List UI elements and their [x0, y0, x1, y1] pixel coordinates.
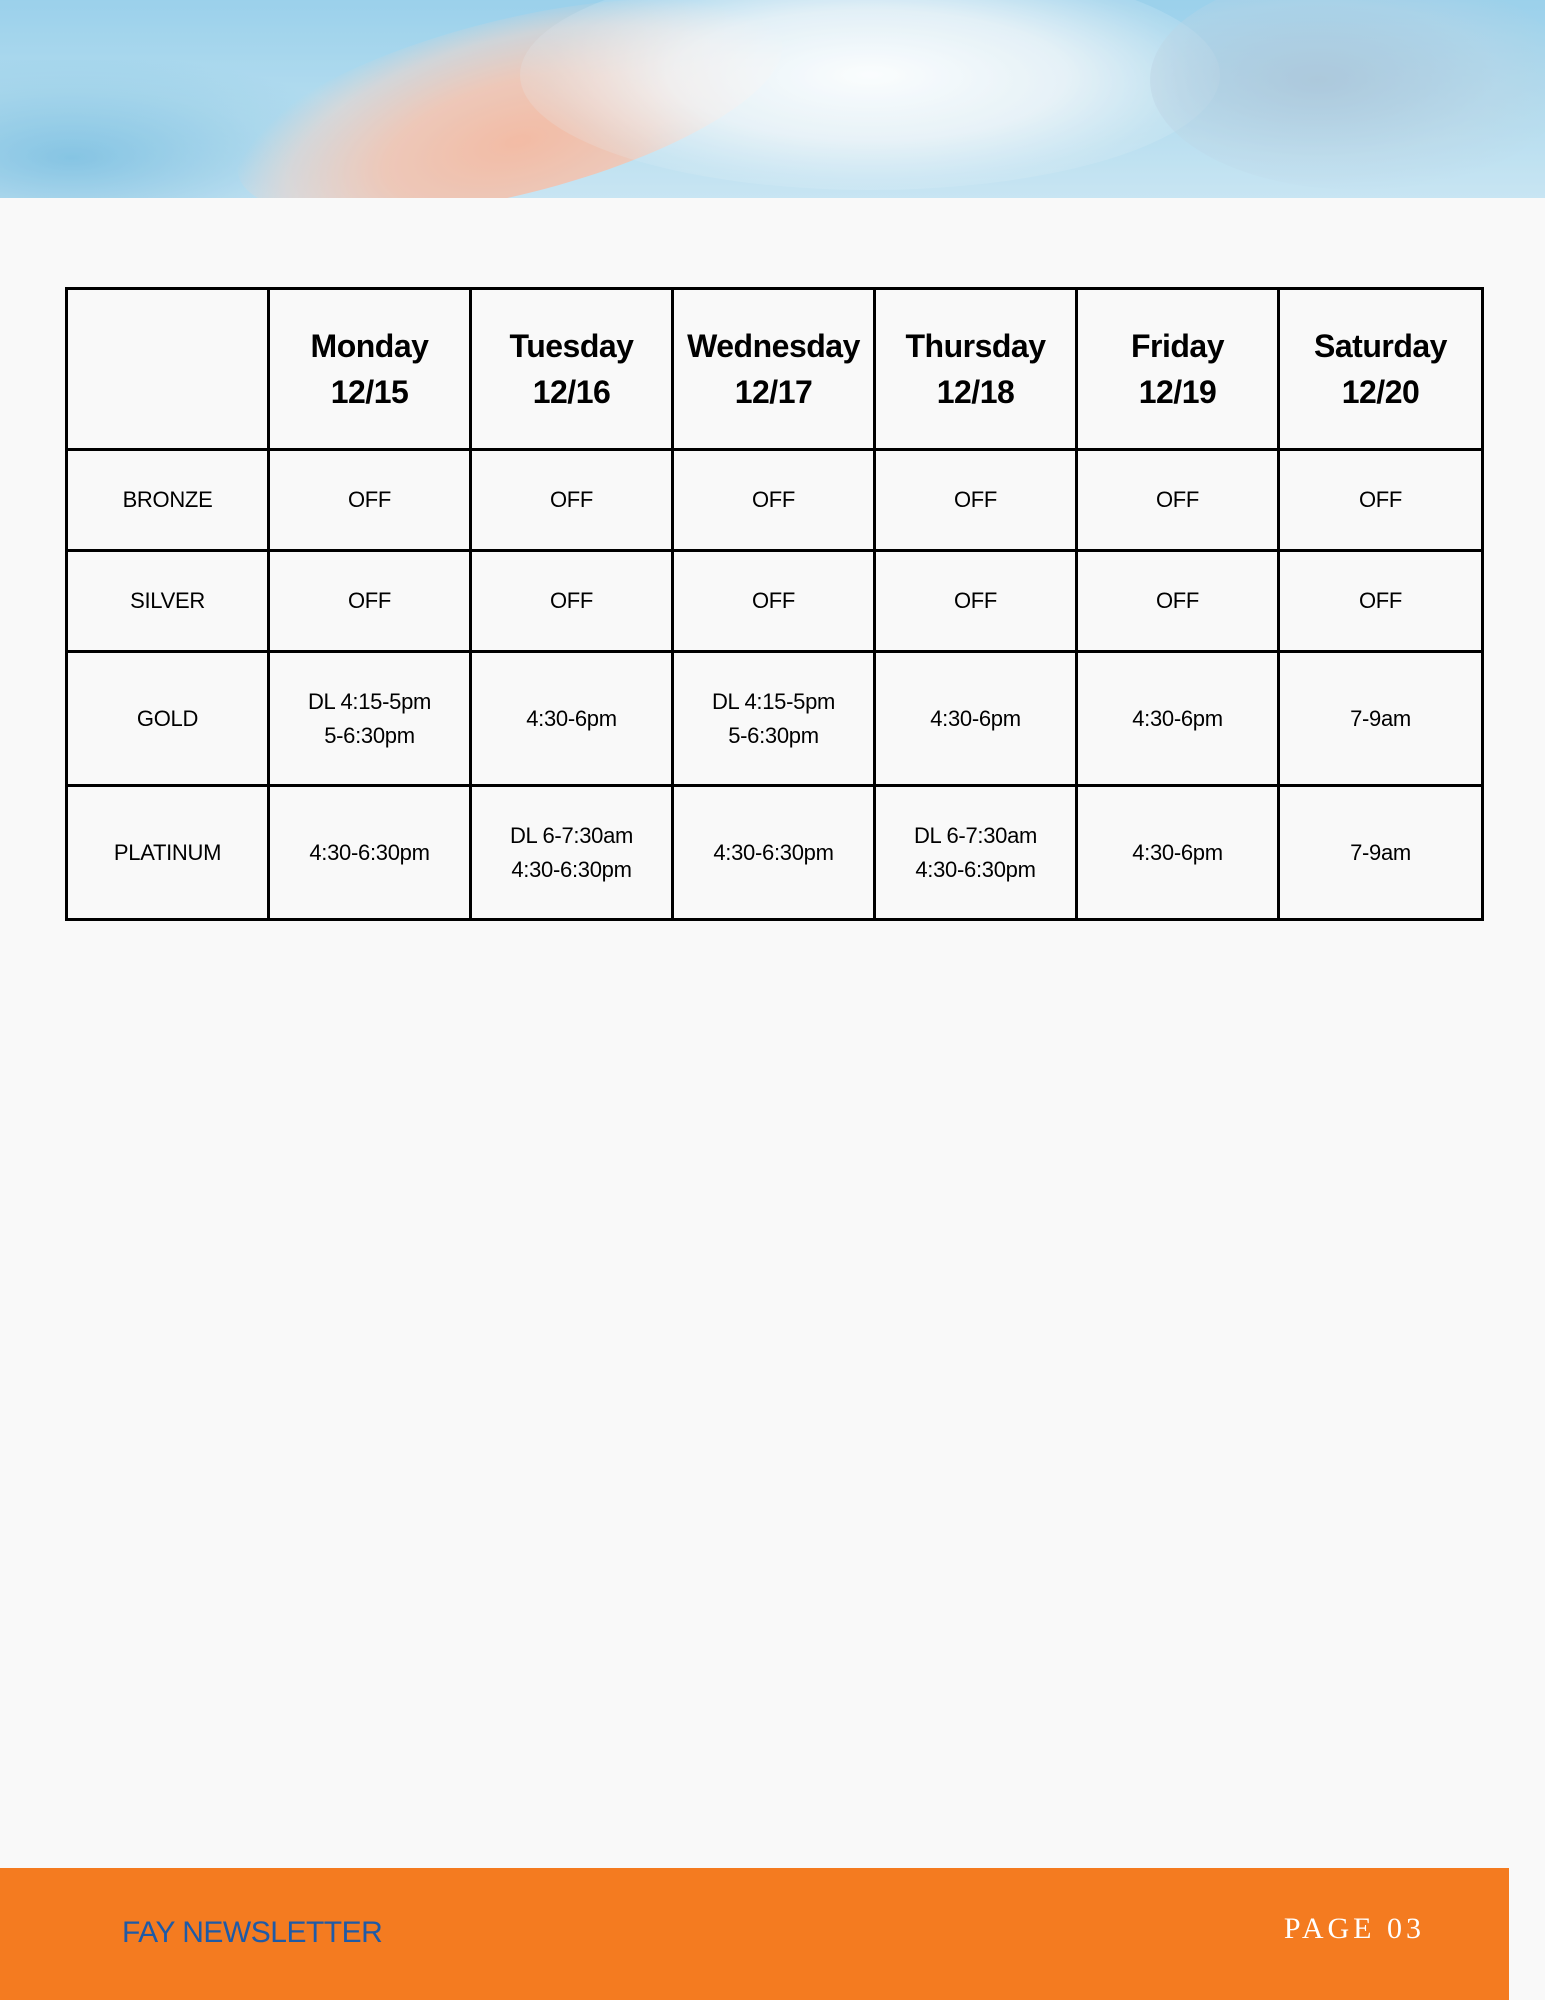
- day-header-wednesday: [673, 289, 875, 450]
- table-row-bronze: [67, 450, 1483, 551]
- header-photo: [0, 0, 1545, 198]
- schedule-cell: 7-9am: [1279, 652, 1483, 786]
- schedule-cell: 7-9am: [1279, 786, 1483, 920]
- session-time: 5-6:30pm: [728, 722, 819, 748]
- day-header-monday: [269, 289, 471, 450]
- photo-overlay: [0, 0, 1545, 198]
- session-time: 4:30-6:30pm: [511, 856, 632, 882]
- schedule-cell: 4:30-6pm: [1077, 786, 1279, 920]
- day-name: Wednesday: [687, 328, 860, 364]
- session-time: DL 4:15-5pm: [711, 688, 836, 714]
- session-time: DL 6-7:30am: [509, 822, 634, 848]
- schedule-cell: 4:30-6pm: [1077, 652, 1279, 786]
- day-name: Monday: [310, 328, 429, 364]
- day-header-friday: [1077, 289, 1279, 450]
- schedule-cell: OFF: [673, 551, 875, 652]
- schedule-cell: 4:30-6:30pm: [269, 786, 471, 920]
- schedule-cell: OFF: [1279, 551, 1483, 652]
- day-header-thursday: [875, 289, 1077, 450]
- session-time: DL 6-7:30am: [913, 822, 1038, 848]
- schedule-cell: [269, 652, 471, 786]
- session-time: 5-6:30pm: [324, 722, 415, 748]
- day-date: 12/16: [532, 374, 611, 410]
- day-name: Friday: [1130, 328, 1225, 364]
- schedule-cell: [471, 786, 673, 920]
- header-row: [67, 289, 1483, 450]
- day-header-tuesday: [471, 289, 673, 450]
- schedule-cell: OFF: [1279, 450, 1483, 551]
- table-row-silver: [67, 551, 1483, 652]
- schedule-cell: 4:30-6pm: [875, 652, 1077, 786]
- day-date: 12/17: [734, 374, 813, 410]
- schedule-cell: OFF: [1077, 551, 1279, 652]
- practice-schedule-table: [65, 287, 1484, 921]
- day-date: 12/20: [1341, 374, 1420, 410]
- footer-bar: [0, 1868, 1509, 2000]
- schedule-cell: OFF: [471, 551, 673, 652]
- day-header-saturday: [1279, 289, 1483, 450]
- group-label: GOLD: [67, 652, 269, 786]
- schedule-cell: OFF: [1077, 450, 1279, 551]
- schedule-cell: OFF: [875, 450, 1077, 551]
- day-date: 12/18: [936, 374, 1015, 410]
- group-label: SILVER: [67, 551, 269, 652]
- group-label: BRONZE: [67, 450, 269, 551]
- day-name: Thursday: [905, 328, 1046, 364]
- session-time: DL 4:15-5pm: [307, 688, 432, 714]
- schedule-cell: OFF: [673, 450, 875, 551]
- group-label: PLATINUM: [67, 786, 269, 920]
- session-time: 4:30-6:30pm: [915, 856, 1036, 882]
- table-row-gold: [67, 652, 1483, 786]
- schedule-cell: OFF: [875, 551, 1077, 652]
- schedule-cell: OFF: [471, 450, 673, 551]
- day-date: 12/19: [1138, 374, 1217, 410]
- schedule-cell: 4:30-6:30pm: [673, 786, 875, 920]
- schedule-cell: [875, 786, 1077, 920]
- table-row-platinum: [67, 786, 1483, 920]
- day-name: Tuesday: [509, 328, 634, 364]
- corner-cell: [67, 289, 269, 450]
- schedule-cell: 4:30-6pm: [471, 652, 673, 786]
- day-name: Saturday: [1314, 328, 1447, 364]
- day-date: 12/15: [330, 374, 409, 410]
- schedule-cell: [673, 652, 875, 786]
- schedule-cell: OFF: [269, 450, 471, 551]
- page-number: PAGE 03: [1283, 1912, 1425, 1945]
- newsletter-name: FAY NEWSLETTER: [122, 1916, 383, 1949]
- schedule-cell: OFF: [269, 551, 471, 652]
